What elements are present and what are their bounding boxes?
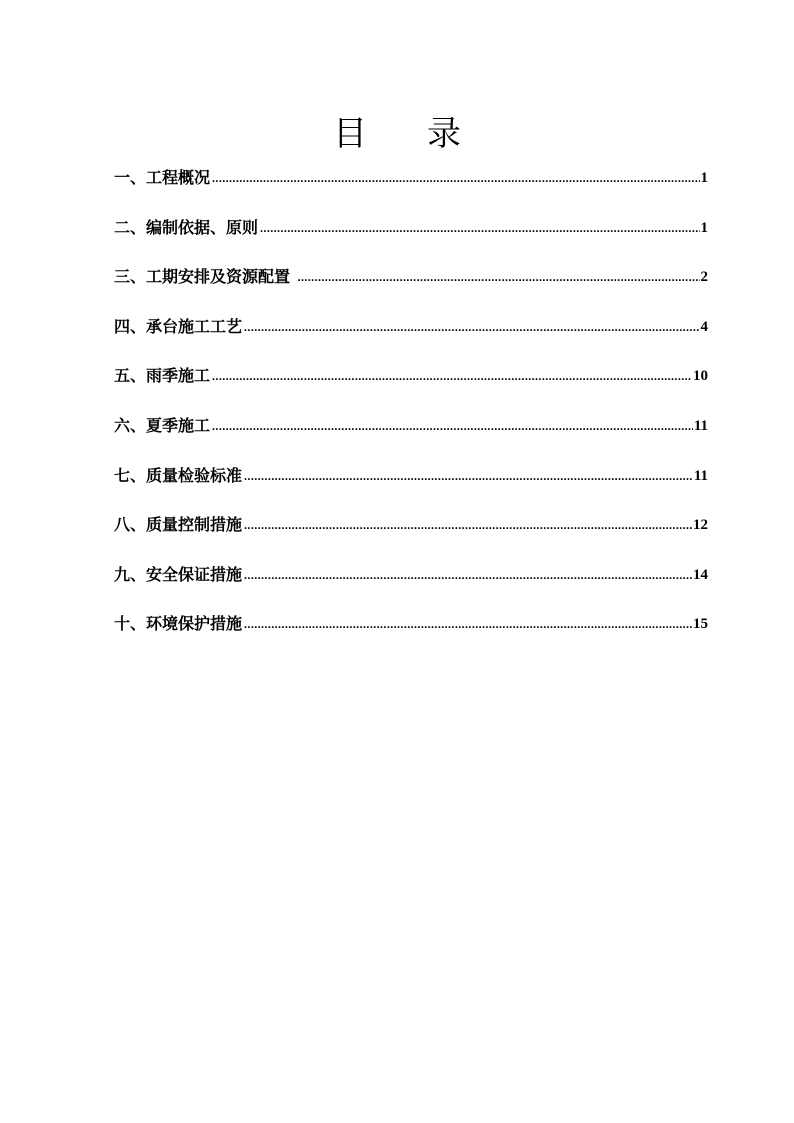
toc-entry-page: 10 [693,368,708,385]
page-title [0,113,794,154]
toc-entry-label: 四、承台施工工艺 [114,316,243,336]
page-title-right: 录 [427,113,461,154]
toc-entry-page: 12 [693,517,708,534]
toc-entry[interactable] [114,513,708,537]
toc-entry-label: 八、质量控制措施 [114,515,243,535]
toc-entry[interactable] [114,265,708,289]
toc-entry[interactable] [114,166,708,190]
toc-entry-label: 五、雨季施工 [114,366,211,386]
toc-leader-dots [260,216,699,240]
toc-leader-dots [244,612,692,636]
toc-entry[interactable] [114,364,708,388]
toc-leader-dots [298,265,700,289]
toc-leader-dots [212,166,699,190]
toc-leader-dots [244,513,692,537]
toc-entry[interactable] [114,414,708,438]
toc-leader-dots [244,563,692,587]
toc-entry-page: 4 [700,318,708,335]
toc-entry-page: 1 [700,170,708,186]
toc-entry-label: 三、工期安排及资源配置 [114,267,296,287]
toc-entry[interactable] [114,315,708,339]
toc-entry-label: 七、质量检验标准 [114,465,243,485]
toc-entry-page: 1 [700,219,708,236]
page-title-left: 目 [333,113,367,154]
toc-leader-dots [212,414,693,438]
toc-entry-label: 十、环境保护措施 [114,614,243,634]
toc-entry[interactable] [114,563,708,587]
toc-entry-page: 11 [693,417,708,434]
toc-entry-page: 14 [693,566,708,583]
toc-leader-dots [212,364,692,388]
toc-entry-page: 2 [700,269,708,286]
toc-entry-label: 六、夏季施工 [114,415,211,435]
toc-entry[interactable] [114,216,708,240]
toc-entry-label: 九、安全保证措施 [114,564,243,584]
toc-entry[interactable] [114,612,708,636]
toc-entry-page: 15 [693,616,708,633]
toc-leader-dots [244,464,693,488]
toc-entry[interactable] [114,464,708,488]
toc-leader-dots [244,315,699,339]
toc-entry-label: 一、工程概况 [114,168,211,187]
toc-entry-label: 二、编制依据、原则 [114,217,259,237]
table-of-contents [114,166,708,662]
toc-entry-page: 11 [693,467,708,484]
